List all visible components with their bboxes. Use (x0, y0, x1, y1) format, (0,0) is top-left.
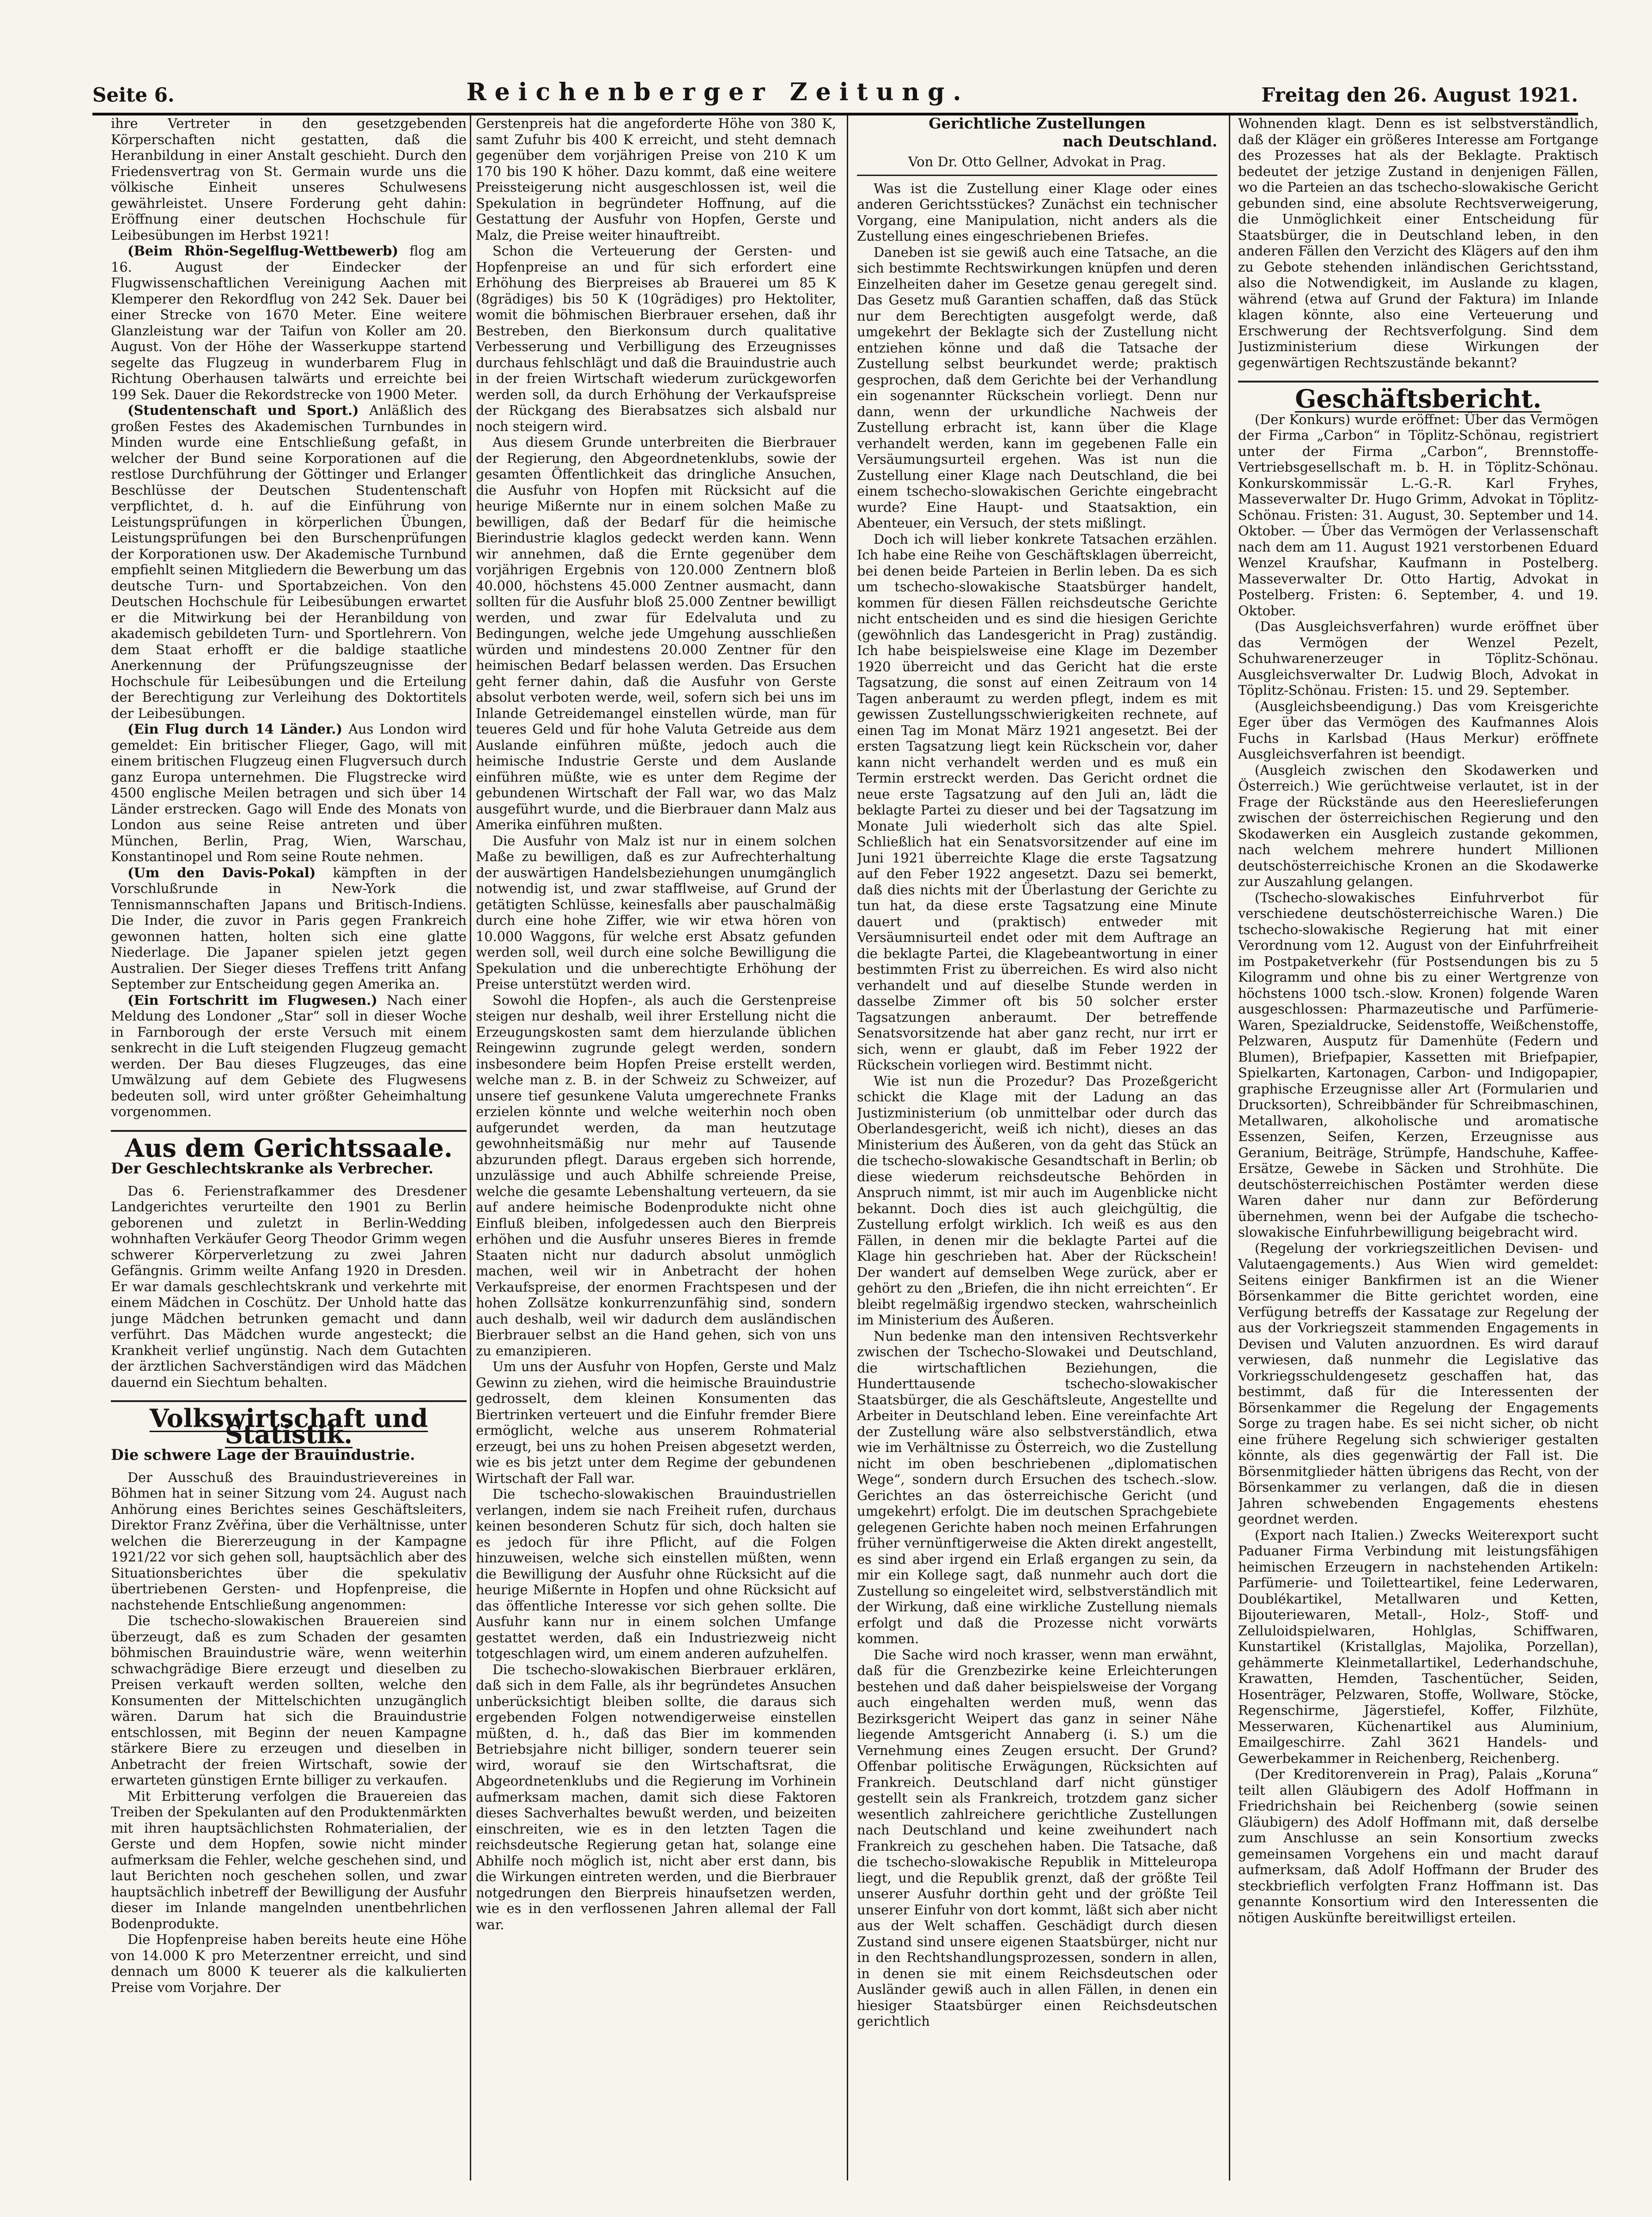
news-item (111, 402, 467, 721)
section-title: Geschäftsbericht. (1238, 381, 1598, 407)
news-item (111, 721, 467, 865)
business-notice: (Regelung der vorkriegszeitlichen Devisen- und Valutaengagements.) Aus Wien wird gemeldet: Seitens einiger Bankfirmen ist an die Wiener Börsenkammer die Bitte gerichtet worden, eine Verfügung betreffs der Kassatage zur Regelung der aus der Vorkriegszeit stammenden Engagements in Devisen und Valuten anzuordnen. Es wird darauf verwiesen, daß nunmehr die Legislative das Vorkriegsschuldengesetz geschaffen hat, das bestimmt, daß für die Interessenten der Börsenkammer die Regelung der Engagements Sorge zu tragen habe. Es sei nicht sicher, ob nicht eine frühere Regelung sich schwieriger gestalten könnte, als dies gegenwärtig der Fall ist. Die Börsenmitglieder hätten übrigens das Recht, von der Börsenkammer zu verlangen, daß die in diesen Jahren schwebenden Engagements ehestens geordnet werden. (1238, 1240, 1598, 1527)
article-paragraph: Was ist die Zustellung einer Klage oder eines anderen Gerichtsstückes? Zunächst ein technischer Vorgang, eine Manipulation, nicht anders als die Zustellung eines eingeschriebenen Briefes. (857, 180, 1217, 244)
article-paragraph: Die Sache wird noch krasser, wenn man erwähnt, daß für die Grenzbezirke keine Erleichterungen bestehen und daß daher beispielsweise der Vorgang auch eingehalten werden muß, wenn das Bezirksgericht Weipert das ganz in seiner Nähe liegende Amtsgericht Annaberg (i. S.) um die Vernehmung eines Zeugen ersucht. Der Grund? Offenbar politische Erwägungen, Rücksichten auf Frankreich. Deutschland darf nicht günstiger gestellt sein als Frankreich, trotzdem ganz sicher wesentlich zahlreichere gerichtliche Zustellungen nach Deutschland und keine zweihundert nach Frankreich zu geschehen haben. Die Tatsache, daß die tschecho-slowakische Republik in Mitteleuropa liegt, und die Republik grenzt, daß der größte Teil unserer Ausfuhr dorthin geht und der größte Teil unserer Einfuhr von dort kommt, läßt sich aber nicht aus der Welt schaffen. Geschädigt durch diesen Zustand sind unsere eigenen Staatsbürger, nicht nur in den Rechtshandlungsprozessen, sondern in allen, in denen sie mit einem Reichsdeutschen oder Ausländer gewiß auch in allen Fällen, in denen ein hiesiger Staatsbürger einen Reichsdeutschen gerichtlich (857, 1646, 1217, 2029)
article-paragraph: Wohnenden klagt. Denn es ist selbstverständlich, daß der Kläger ein größeres Interesse am Fortgange des Prozesses hat als der Beklagte. Praktisch bedeutet der jetzige Zustand in denjenigen Fällen, wo die Parteien an das tschecho-slowakische Gericht gebunden sind, eine absolute Rechtsverweigerung, die Unmöglichkeit einer Entscheidung für Staatsbürger, die in Deutschland leben, in den anderen Fällen den Verzicht des Klägers auf den ihm zu Gebote stehenden inländischen Gerichtsstand, also die Notwendigkeit, im Auslande zu klagen, während (etwa auf Grund der Faktura) im Inlande klagen könnte, also eine Verteuerung und Erschwerung der Rechtsverfolgung. Sind dem Justizministerium diese Wirkungen der gegenwärtigen Rechtszustände bekannt? (1238, 115, 1598, 371)
article-paragraph: Aus diesem Grunde unterbreiten die Bierbrauer der Regierung, den Abgeordnetenklubs, sowie der gesamten Öffentlichkeit das dringliche Ansuchen, die Ausfuhr von Hopfen mit Rücksicht auf die heurige Mißernte nur in einem solchen Maße zu bewilligen, daß der Bedarf für die heimische Bierindustrie klaglos gedeckt werden kann. Wenn wir annehmen, daß die Ernte gegenüber dem vorjährigen Ergebnis von 120.000 Zentnern bloß 40.000, höchstens 45.000 Zentner ausmacht, dann sollten für die Ausfuhr bloß 25.000 Zentner bewilligt werden, und zwar für Edelvaluta und zu Bedingungen, welche jede Umgehung ausschließen würden und mindestens 20.000 Zentner für den heimischen Bedarf belassen werden. Das Ersuchen geht ferner dahin, daß die Ausfuhr von Gerste absolut verboten werde, weil, sofern sich bei uns im Inlande Getreidemangel einstellen würde, man für teueres Geld und für hohe Valuta Getreide aus dem Auslande einführen müßte, jedoch auch die heimische Industrie Gerste und dem Auslande einführen müßte, wie es unter dem Regime der gebundenen Wirtschaft der Fall war, wo das Malz ausgeführt wurde, und die Bierbrauer dann Malz aus Amerika einführen mußten. (476, 434, 836, 832)
article-paragraph: Nun bedenke man den intensiven Rechtsverkehr zwischen der Tschecho-Slowakei und Deutschland, die wirtschaftlichen Beziehungen, die Hunderttausende tschecho-slowakischer Staatsbürger, die als Geschäftsleute, Angestellte und Arbeiter in Deutschland leben. Eine vereinfachte Art der Zustellung wäre also selbstverständlich, etwa wie im Verhältnisse zu Österreich, wo die Zustellung nicht im oben beschriebenen „diplomatischen Wege“, sondern durch Ersuchen des tschech.-slow. Gerichtes an das österreichische Gericht (und umgekehrt) erfolgt. Die im deutschen Sprachgebiete gelegenen Gerichte haben noch meinen Erfahrungen früher vernünftigerweise die Akten direkt angestellt, es sind aber irgend ein Erlaß ergangen zu sein, da mir ein Kollege sagt, daß nunmehr auch dort die Zustellung so eingeleitet wird, selbstverständlich mit der Wirkung, daß eine wirkliche Zustellung niemals erfolgt und daß die Prozesse nicht vorwärts kommen. (857, 1328, 1217, 1646)
page-header (92, 65, 1578, 115)
business-notice: (Tschecho-slowakisches Einfuhrverbot für verschiedene deutschösterreichische Waren.) Die tschecho-slowakische Regierung hat mit einer Verordnung vom 12. August von der Einfuhrfreiheit im Postpaketverkehr (für Postsendungen bis zu 5 Kilogramm und ohne bis zu einer Wertgrenze von höchstens 1000 tsch.-slow. Kronen) folgende Waren ausgeschlossen: Pharmazeutische und Parfümerie-Waren, Spezialdrucke, Seidenstoffe, Weißchenstoffe, Pelzwaren, Ausputz für Damenhüte (Federn und Blumen), Briefpapier, Kassetten mit Briefpapier, Spielkarten, Kartonagen, Carbon- und Indigopapier, graphische Erzeugnisse aller Art (Formularien und Drucksorten), Schreibbänder für Schreibmaschinen, Metallwaren, alkoholische und aromatische Essenzen, Seifen, Kerzen, Erzeugnisse aus Geranium, Beiträge, Strümpfe, Handschuhe, Kaffee-Ersätze, Gewebe in Säcken und Strohhüte. Die deutschösterreichischen Postämter werden diese Waren daher nur dann zur Beförderung übernehmen, wenn bei der Aufgabe die tschecho-slowakische Einfuhrbewilligung beigebracht wird. (1238, 889, 1598, 1240)
article-paragraph: Gerstenpreis hat die angeforderte Höhe von 380 K, samt Zufuhr bis 400 K erreicht, und steht demnach gegenüber dem vorjährigen Preise von 210 K um 170 bis 190 K höher. Dazu kommt, daß eine weitere Preissteigerung nicht ausgeschlossen ist, weil die Spekulation in begründeter Hoffnung, auf die Gestattung der Ausfuhr von Hopfen, Gerste und Malz, die Preise weiter hinauftreibt. (476, 115, 836, 243)
news-item (111, 243, 467, 402)
news-item-head: (Beim Rhön-Segelflug-Wettbewerb) (128, 243, 399, 259)
article-paragraph: Die tschecho-slowakischen Bierbrauer erklären, daß sich in dem Falle, als ihr begründetes Ansuchen unberücksichtigt bleiben sollte, die daraus sich ergebenden Folgen notwendigerweise einstellen müßten, d. h., daß das Bier im kommenden Betriebsjahre nicht billiger, sondern teuerer sein wird, worauf sie den Wirtschaftsrat, die Abgeordnetenklubs und die Regierung im Vorhinein aufmerksam machen, damit sich diese Faktoren dieses Sachverhaltes bewußt werden, und beizeiten einschreiten, wie es in den letzten Tagen die reichsdeutsche Regierung getan hat, solange eine Abhilfe noch möglich ist, nicht aber erst dann, bis die Wirkungen eintreten werden, und die Bierbrauer notgedrungen den Bierpreis hinaufsetzen werden, wie es in den verflossenen Jahren allemal der Fall war. (476, 1661, 836, 1932)
article-paragraph: Die tschecho-slowakischen Brauindustriellen verlangen, indem sie nach Freiheit rufen, durchaus keinen besonderen Schutz für sich, doch halten sie es jedoch für ihre Pflicht, auf die Folgen hinzuweisen, welche sich einstellen müßten, wenn die Bewilligung der Ausfuhr ohne Rücksicht auf die heurige Mißernte in Hopfen und ohne Rücksicht auf das öffentliche Interesse vor sich gehen sollte. Die Ausfuhr kann nur in einem solchen Umfange gestattet werden, daß ein Industriezweig nicht totgeschlagen wird, um einem anderen aufzuhelfen. (476, 1486, 836, 1661)
article-title: Gerichtliche Zustellungen (929, 115, 1146, 132)
article-paragraph: Der Ausschuß des Brauindustrievereines in Böhmen hat in seiner Sitzung vom 24. August nach Anhörung eines Berichtes seines Geschäftsleiters, Direktor Franz Zvěřina, über die Verhältnisse, unter welchen die Biererzeugung in der Kampagne 1921/22 vor sich gehen soll, hauptsächlich aber des Situationsberichtes über die spekulativ übertriebenen Gersten- und Hopfenpreise, die nachstehende Entschließung angenommen: (111, 1469, 467, 1613)
section-title: Aus dem Gerichtssaale. (111, 1130, 467, 1156)
business-notice: (Ausgleich zwischen den Skodawerken und Österreich.) Wie gerüchtweise verlautet, ist in der Frage der Rückstände aus den Heereslieferungen zwischen der österreichischen Regierung und den Skodawerken ein Ausgleich zustande gekommen, nach welchem mehrere hundert Millionen deutschösterreichische Kronen an die Skodawerke zur Auszahlung gelangen. (1238, 762, 1598, 889)
article-paragraph: Um uns der Ausfuhr von Hopfen, Gerste und Malz Gewinn zu ziehen, wird die heimische Brauindustrie gedrosselt, dem kleinen Konsumenten das Biertrinken verteuert und die Einfuhr fremder Biere ermöglicht, welche aus unserem Rohmaterial erzeugt, bei uns zu hohen Preisen abgesetzt werden, wie es bis jetzt unter dem Regime der gebundenen Wirtschaft der Fall war. (476, 1359, 836, 1486)
article-paragraph: Daneben ist sie gewiß auch eine Tatsache, an die sich bestimmte Rechtswirkungen knüpfen und deren Einzelheiten daher im Gesetze genau geregelt sind. Das Gesetz muß Garantien schaffen, daß das Stück nur dem Berechtigten ausgefolgt werde, daß umgekehrt der Beklagte sich der Zustellung nicht entziehen könne und daß die Tatsache der Zustellung selbst beurkundet werde; praktisch gesprochen, daß dem Gerichte bei der Verhandlung ein sogenannter Rückschein vorliegt. Denn nur dann, wenn der urkundliche Nachweis der Zustellung erbracht ist, kann über die Klage verhandelt werden, kann im gegebenen Falle ein Versäumungsurteil ergehen. Was ist nun die Zustellung einer Klage nach Deutschland, die bei einem tschecho-slowakischen Gerichte eingebracht wurde? Eine Haupt- und Staatsaktion, ein Abenteuer, ein Versuch, der stets mißlingt. (857, 244, 1217, 531)
column-2 (476, 115, 836, 2181)
news-item-text: kämpften in der Vorschlußrunde in New-York die Tennismannschaften Japans und Britisch-Indiens. Die Inder, die zuvor in Paris gegen Frankreich gewonnen hatten, holten sich eine glatte Niederlage. Die Japaner spielen jetzt gegen Australien. Der Sieger dieses Treffens tritt Anfang September zur Entscheidung gegen Amerika an. (111, 864, 467, 992)
article-paragraph: Mit Erbitterung verfolgen die Brauereien das Treiben der Spekulanten auf den Produktenmärkten mit ihren hauptsächlichsten Rohmaterialien, der Gerste und dem Hopfen, sowie nicht minder aufmerksam die Fehler, welche geschehen sind, und laut Berichten noch geschehen sollen, und zwar hauptsächlich inbetreff der Bewilligung der Ausfuhr dieser im Inlande mangelnden unentbehrlichen Bodenprodukte. (111, 1788, 467, 1932)
news-item-head: (Studentenschaft und Sport.) (128, 402, 359, 418)
news-item-text: flog am 16. August der Eindecker der Flugwissenschaftlichen Vereinigung Aachen mit Klemperer den Rekordflug von 242 Sek. Dauer bei einer Strecke von 1670 Meter. Eine weitere Glanzleistung war der Taifun von Koller am 20. August. Von der Höhe der Wasserkuppe startend segelte das Flugzeug in wunderbarem Flug in Richtung Oberhausen talwärts und erreichte bei 199 Sek. Dauer die Rekordstrecke von 1900 Meter. (111, 243, 467, 402)
business-notice: (Export nach Italien.) Zwecks Weiterexport sucht Paduaner Firma Verbindung mit leistungsfähigen heimischen Erzeugern in nachstehenden Artikeln: Parfümerie- und Toiletteartikel, feine Lederwaren, Doublékartikel, Metallwaren und Ketten, Bijouteriewaren, Metall-, Holz-, Stoff- und Zelluloidspielwaren, Hohlglas, Schiffwaren, Kunstartikel (Kristallglas, Majolika, Porzellan), gehämmerte Kleinmetallartikel, Lederhandschuhe, Krawatten, Hemden, Taschentücher, Seiden, Hosenträger, Pelzwaren, Stoffe, Wollware, Stöcke, Regenschirme, Jägerstiefel, Koffer, Filzhüte, Messerwaren, Küchenartikel aus Aluminium, Emailgeschirre. Zahl 3621 Handels- und Gewerbekammer in Reichenberg, Reichenberg. (1238, 1527, 1598, 1766)
section-title: Volkswirtschaft und Statistik. (111, 1400, 467, 1442)
article-subtitle: nach Deutschland. (1063, 132, 1217, 150)
article-title: Die schwere Lage der Brauindustrie. (111, 1446, 415, 1464)
article-paragraph: Schon die Verteuerung der Gersten- und Hopfenpreise an und für sich erfordert eine Erhöhung des Bierpreises ab Brauerei um 85 K (8grädiges) bis 50 K (10grädiges) pro Hektoliter, womit die böhmischen Bierbrauer ersehen, daß ihr Bestreben, den Bierkonsum durch qualitative Verbesserung und Verbilligung des Erzeugnisses durchaus fehlschlägt und daß die Brauindustrie auch in der freien Wirtschaft wiederum zurückgeworfen werden soll, da durch Erhöhung der Verkaufspreise der Rückgang des Bierabsatzes sich alsbald nur noch steigern wird. (476, 243, 836, 434)
column-4 (1238, 115, 1598, 2181)
business-notice: (Das Ausgleichsverfahren) wurde eröffnet über das Vermögen der Wenzel Pezelt, Schuhwarenerzeuger in Töplitz-Schönau. Ausgleichsverwalter Dr. Ludwig Bloch, Advokat in Töplitz-Schönau. Fristen: 15. und 29. September. (1238, 619, 1598, 698)
business-notice: (Der Kreditorenverein in Prag), Palais „Koruna“ teilt allen Gläubigern des Adolf Hoffmann in Friedrichshain bei Reichenberg (sowie seinen Gläubigern) des Adolf Hoffmann mit, daß derselbe zum Anschlusse an sein Konsortium zwecks gemeinsamen Vorgehens ein und macht darauf aufmerksam, daß Adolf Hoffmann der Bruder des steckbrieflich verfolgten Franz Hoffmann ist. Das genannte Konsortium wird den Interessenten die nötigen Auskünfte bereitwilligst erteilen. (1238, 1766, 1598, 1925)
article-title: Der Geschlechtskranke als Verbrecher. (111, 1160, 434, 1177)
article-paragraph: Doch ich will lieber konkrete Tatsachen erzählen. Ich habe eine Reihe von Geschäftsklagen überreicht, bei denen beide Parteien in Berlin leben. Da es sich um tschecho-slowakische Staatsbürger handelt, kommen für diesen Fällen reichsdeutsche Gerichte nicht entscheiden und es sind die hiesigen Gerichte (gewöhnlich das Landesgericht in Prag) zuständig. Ich habe beispielsweise eine Klage im Dezember 1920 überreicht und das Gericht hat die erste Tagsatzung, die sonst auf einen Zeitraum von 14 Tagen anberaumt zu werden pflegt, indem es mit gewissen Zustellungsschwierigkeiten rechnete, auf einen Tag im Monat März 1921 angesetzt. Bei der ersten Tagsatzung liegt kein Rückschein vor, daher kann nicht verhandelt werden und es muß ein Termin erstreckt werden. Das Gericht ordnet die neue erste Tagsatzung auf den Juli an, lädt die beklagte Partei zu dieser und bei der Tagsatzung im Monate Juli wiederholt sich das alte Spiel. Schließlich hat ein Senatsvorsitzender auf eine im Juni 1921 überreichte Klage die erste Tagsatzung auf den Feber 1922 angesetzt. Dazu sei bemerkt, daß dies nichts mit der Überlastung der Gerichte zu tun hat, da diese erste Tagsatzung eine Minute dauert und (praktisch) entweder mit Versäumnisurteil endet oder mit dem Auftrage an die beklagte Partei, die Klagebeantwortung in einer bestimmten Frist zu überreichen. Es wird also nicht verhandelt und auf dieselbe Stunde werden in dasselbe Zimmer oft bis 50 solcher erster Tagsatzungen anberaumt. Der betreffende Senatsvorsitzende hat aber ganz recht, nur irrt er sich, wenn er glaubt, daß im Feber 1922 der Rückschein vorliegen wird. Bestimmt nicht. (857, 531, 1217, 1073)
article-paragraph: Sowohl die Hopfen-, als auch die Gerstenpreise steigen nur deshalb, weil ihrer Erstellung nicht die Erzeugungskosten samt dem hierzulande üblichen Reingewinn zugrunde gelegt werden, sondern insbesondere beim Hopfen Preise erstellt werden, welche man z. B. in der Schweiz zu Schweizer, auf unsere tief gesunkene Valuta umgerechnete Franks erzielen könnte und welche weiterhin noch oben aufgerundet werden, da man heutzutage gewohnheitsmäßig nur mehr auf Tausende abzurunden pflegt. Daraus ergeben sich horrende, unzulässige und auch Abhilfe schreiende Preise, welche die gesamte Lebenshaltung verteuern, da sie auf andere heimische Bodenprodukte nicht ohne Einfluß bleiben, infolgedessen auch den Bierpreis erhöhen und die Ausfuhr unseres Bieres in fremde Staaten nicht nur dadurch absolut unmöglich machen, weil wir in Anbetracht der hohen Verkaufspreise, der enormen Frachtspesen und der hohen Zollsätze konkurrenzunfähig sind, sondern auch deshalb, weil wir dadurch dem ausländischen Bierbrauer selbst an die Hand gehen, sich von uns zu emanzipieren. (476, 992, 836, 1359)
news-item-head: (Ein Fortschritt im Flugwesen.) (128, 992, 377, 1008)
article-paragraph: Wie ist nun die Prozedur? Das Prozeßgericht schickt die Klage mit der Ladung an das Justizministerium (ob unmittelbar oder durch das Oberlandesgericht, weiß ich nicht), dieses an das Ministerium des Äußeren, von da geht das Stück an die tschecho-slowakische Gesandtschaft in Berlin; ob diese wiederum reichsdeutsche Behörden in Anspruch nimmt, ist mir auch im Augenblicke nicht bekannt. Doch dies ist auch gleichgültig, die Zustellung erfolgt wirklich. Ich weiß es aus den Fällen, in denen mir die beklagte Partei auf die Klage hin geschrieben hat. Aber der Rückschein! Der wandert auf demselben Wege zurück, aber er gehört zu den „Briefen, die ihn nicht erreichten“. Er bleibt regelmäßig irgendwo stecken, wahrscheinlich im Ministerium des Äußeren. (857, 1073, 1217, 1328)
column-3 (857, 115, 1217, 2181)
news-item (111, 992, 467, 1120)
page-number: Seite 6. (92, 84, 175, 106)
column-rule (847, 115, 848, 2181)
newspaper-title: Reichenberger Zeitung. (466, 78, 970, 106)
issue-date: Freitag den 26. August 1921. (1261, 84, 1578, 106)
column-1 (111, 115, 467, 2181)
news-item-head: (Ein Flug durch 14 Länder.) (128, 721, 343, 737)
article-paragraph: Die Ausfuhr von Malz ist nur in einem solchen Maße zu bewilligen, daß es zur Aufrechterhaltung der auswärtigen Handelsbeziehungen unumgänglich notwendig ist, und zwar stafflweise, auf Grund der getätigten Schlüsse, keinesfalls aber pauschalmäßig durch eine hohe Ziffer, wie wir etwa hören von 10.000 Waggons, für welche erst Absatz gefunden werden soll, weil durch eine solche Bewilligung die Spekulation und die unberechtigte Erhöhung der Preise unterstützt werden wird. (476, 832, 836, 992)
business-notice: (Der Konkurs) wurde eröffnet: Über das Vermögen der Firma „Carbon“ in Töplitz-Schönau, registriert unter der Firma „Carbon“, Brennstoffe-Vertriebsgesellschaft m. b. H. in Töplitz-Schönau. Konkurskommissär L.-G.-R. Karl Fryhes, Masseverwalter Dr. Hugo Grimm, Advokat in Töplitz-Schönau. Fristen: 31. August, 30. September und 14. Oktober. — Über das Vermögen der Verlassenschaft nach dem am 11. August 1921 verstorbenen Eduard Wenzel Kraufshar, Kaufmann in Postelberg. Masseverwalter Dr. Otto Hartig, Advokat in Postelberg. Fristen: 6. September, 4. und 19. Oktober. (1238, 411, 1598, 619)
news-item-text: Anläßlich des großen Festes des Akademischen Turnbundes in Minden wurde eine Entschließung gefaßt, in welcher der Bund seine Korporationen auf die restlose Durchführung der Göttinger und Erlanger Beschlüsse der Deutschen Studentenschaft verpflichtet, d. h. auf die Einführung von Leistungsprüfungen in körperlichen Übungen, Leistungsprüfungen bei den Burschenprüfungen der Korporationen usw. Der Akademische Turnbund empfiehlt seinen Mitgliedern die Bewerbung um das deutsche Turn- und Sportabzeichen. Von den Deutschen Hochschule für Leibesübungen erwartet er die Mitwirkung bei der Heranbildung von akademisch gebildeten Turn- und Sportlehrern. Von dem Staat erhofft er die baldige staatliche Anerkennung der Prüfungszeugnisse der Hochschule für Leibesübungen und die Erteilung der Berechtigung zur Verleihung des Doktortitels der Leibesübungen. (111, 402, 467, 721)
column-rule (1229, 115, 1230, 2181)
article-paragraph: Die Hopfenpreise haben bereits heute eine Höhe von 14.000 K pro Meterzentner erreicht, und sind dennach um 8000 K teuerer als die kalkulierten Preise vom Vorjahre. Der (111, 1932, 467, 1995)
column-rule (470, 115, 471, 2181)
news-item-text: Aus London wird gemeldet: Ein britischer Flieger, Gago, will mit einem britischen Flugzeug einen Flugversuch durch ganz Europa unternehmen. Die Flugstrecke wird 4500 englische Meilen betragen und sich über 14 Länder erstrecken. Gago will Ende des Monats von London aus seine Reise antreten und über München, Berlin, Prag, Wien, Warschau, Konstantinopel und Rom seine Route nehmen. (111, 721, 467, 864)
article-paragraph: Die tschecho-slowakischen Brauereien sind überzeugt, daß es zum Schaden der gesamten böhmischen Brauindustrie wäre, wenn weiterhin schwachgrädige Biere erzeugt und dieselben zu Preisen verkauft werden sollten, welche den Konsumenten der Mittelschichten unzugänglich wären. Darum hat sich die Brauindustrie entschlossen, mit Beginn der neuen Kampagne stärkere Biere zu erzeugen und dieselben in Anbetracht der freien Wirtschaft, sowie der erwarteten günstigen Ernte billiger zu verkaufen. (111, 1613, 467, 1788)
news-item-head: (Um den Davis-Pokal) (128, 864, 316, 881)
news-item (111, 865, 467, 992)
article-paragraph: Das 6. Ferienstrafkammer des Dresdener Landgerichtes verurteilte den 1901 zu Berlin geborenen und zuletzt in Berlin-Wedding wohnhaften Verkäufer Georg Theodor Grimm wegen schwerer Körperverletzung zu zwei Jahren Gefängnis. Grimm weilte Anfang 1920 in Dresden. Er war damals geschlechtskrank und verkehrte mit einem Mädchen in Coschütz. Der Unhold hatte das junge Mädchen betrunken gemacht und dann verführt. Das Mädchen wurde angesteckt; die Krankheit verlief ungünstig. Nach dem Gutachten der ärztlichen Sachverständigen wird das Mädchen dauernd ein Siechtum behalten. (111, 1183, 467, 1390)
news-item-text: Nach einer Meldung des Londoner „Star“ soll in dieser Woche in Farnborough der erste Versuch mit einem senkrecht in die Luft steigenden Flugzeug gemacht werden. Der Bau dieses Flugzeuges, das eine Umwälzung auf dem Gebiete des Flugwesens bedeuten soll, wird unter größter Geheimhaltung vorgenommen. (111, 992, 467, 1119)
business-notice: (Ausgleichsbeendigung.) Das vom Kreisgerichte Eger über das Vermögen des Kaufmannes Alois Fuchs in Karlsbad (Haus Merkur) eröffnete Ausgleichsverfahren ist beendigt. (1238, 698, 1598, 762)
article-paragraph: ihre Vertreter in den gesetzgebenden Körperschaften nicht gestatten, daß die Heranbildung in einer Anstalt geschieht. Durch den Friedensvertrag von St. Germain wurde uns die völkische Einheit unseres Schulwesens gewährleistet. Unsere Forderung geht dahin: Eröffnung einer deutschen Hochschule für Leibesübungen im Herbst 1921! (111, 115, 467, 243)
article-author: Von Dr. Otto Gellner, Advokat in Prag. (857, 154, 1217, 176)
